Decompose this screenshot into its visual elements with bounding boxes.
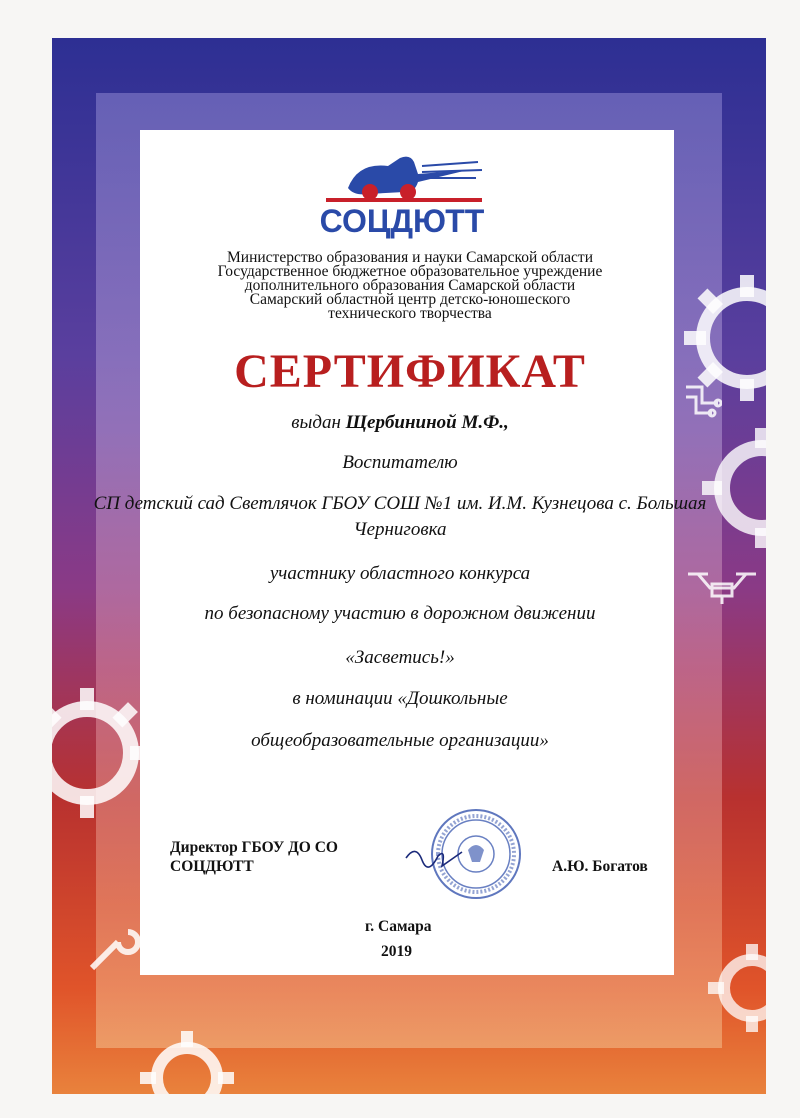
institution-line-2: Черниговка — [353, 519, 447, 540]
organization-header — [150, 251, 670, 321]
director-role — [170, 838, 338, 876]
recipient-position: Воспитателю — [342, 452, 458, 473]
recipient-name: Щербининой М.Ф., — [345, 412, 509, 433]
org-line: Министерство образования и науки Самарской области — [227, 249, 593, 266]
racing-car-icon — [348, 157, 482, 200]
issued-prefix: выдан — [291, 412, 341, 433]
contest-name: «Засветись!» — [345, 647, 455, 668]
nomination-line-1: в номинации «Дошкольные — [292, 688, 508, 709]
nomination-line-2: общеобразовательные организации» — [251, 730, 549, 751]
org-line: Государственное бюджетное образовательное учреждение — [217, 263, 603, 280]
director-role-line-2: СОЦДЮТТ — [170, 858, 254, 875]
gear-icon-right-bottom — [702, 938, 766, 1038]
org-line: Самарский областной центр детско-юношеского — [249, 291, 571, 308]
director-role-line-1: Директор ГБОУ ДО СО — [170, 839, 338, 856]
contest-line-2: по безопасному участию в дорожном движении — [204, 603, 596, 624]
org-line: технического творчества — [328, 305, 492, 322]
svg-text:СОЦДЮТТ: СОЦДЮТТ — [319, 203, 485, 239]
footer-year: 2019 — [381, 943, 412, 960]
wrench-icon — [82, 918, 142, 978]
director-name: А.Ю. Богатов — [552, 858, 648, 875]
footer-city: г. Самара — [365, 918, 432, 935]
org-line: дополнительного образования Самарской области — [244, 277, 576, 294]
gear-icon-bottom-center — [132, 1023, 242, 1094]
certificate-title: СЕРТИФИКАТ — [234, 345, 586, 398]
organization-logo — [318, 148, 486, 240]
contest-line-1: участнику областного конкурса — [269, 563, 531, 584]
issued-to-line — [70, 412, 730, 434]
director-signature — [402, 838, 472, 878]
institution-line-1: СП детский сад Светлячок ГБОУ СОШ №1 им. И.М. Кузнецова с. Большая — [93, 493, 707, 514]
